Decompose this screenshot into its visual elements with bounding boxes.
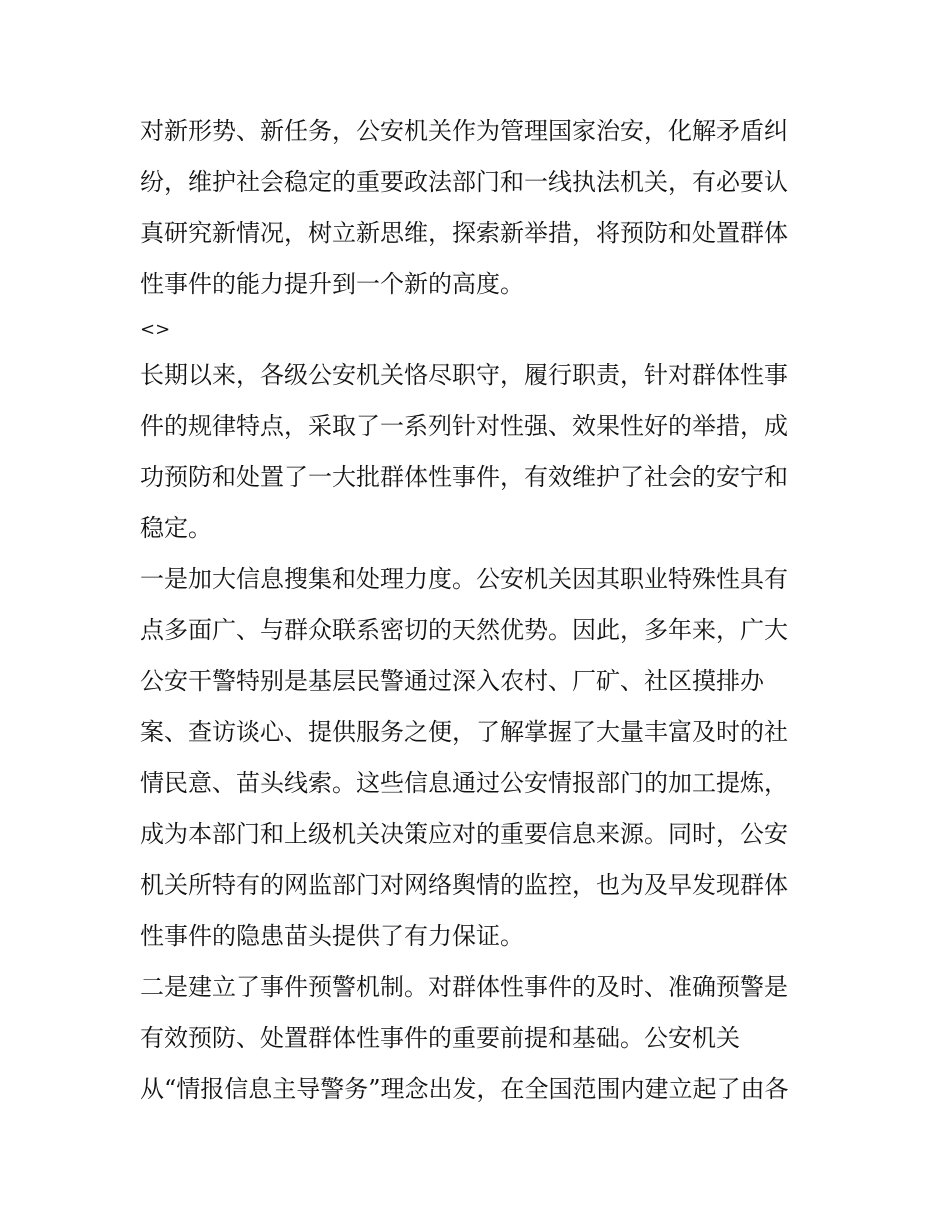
text-line: 功预防和处置了一大批群体性事件，有效维护了社会的安宁和 — [140, 463, 788, 491]
text-line: 长期以来，各级公安机关恪尽职守，履行职责，针对群体性事 — [140, 361, 788, 389]
document-body — [140, 106, 820, 1115]
text-line: 从“情报信息主导警务”理念出发，在全国范围内建立起了由各 — [140, 1075, 789, 1103]
text-line: 机关所特有的网监部门对网络舆情的监控，也为及早发现群体 — [140, 871, 788, 899]
text-line: 对新形势、新任务，公安机关作为管理国家治安，化解矛盾纠 — [140, 117, 788, 145]
text-line: 案、查访谈心、提供服务之便，了解掌握了大量丰富及时的社 — [140, 718, 788, 746]
text-line: 一是加大信息搜集和处理力度。公安机关因其职业特殊性具有 — [140, 565, 788, 593]
text-line: 情民意、苗头线索。这些信息通过公安情报部门的加工提炼， — [140, 769, 788, 797]
text-line: 稳定。 — [140, 514, 212, 542]
text-line: 二是建立了事件预警机制。对群体性事件的及时、准确预警是 — [140, 973, 788, 1001]
text-line: 真研究新情况，树立新思维，探索新举措，将预防和处置群体 — [140, 219, 788, 247]
text-line: 件的规律特点，采取了一系列针对性强、效果性好的举措，成 — [140, 412, 788, 440]
text-line: 公安干警特别是基层民警通过深入农村、厂矿、社区摸排办 — [140, 667, 764, 695]
text-line: 点多面广、与群众联系密切的天然优势。因此，多年来，广大 — [140, 616, 788, 644]
text-line: 性事件的隐患苗头提供了有力保证。 — [140, 922, 524, 950]
text-line: 成为本部门和上级机关决策应对的重要信息来源。同时，公安 — [140, 820, 788, 848]
text-line: 有效预防、处置群体性事件的重要前提和基础。公安机关 — [140, 1024, 740, 1052]
placeholder-marker: <> — [140, 319, 171, 340]
text-line: 性事件的能力提升到一个新的高度。 — [140, 270, 524, 298]
text-line: 纷，维护社会稳定的重要政法部门和一线执法机关，有必要认 — [140, 168, 788, 196]
